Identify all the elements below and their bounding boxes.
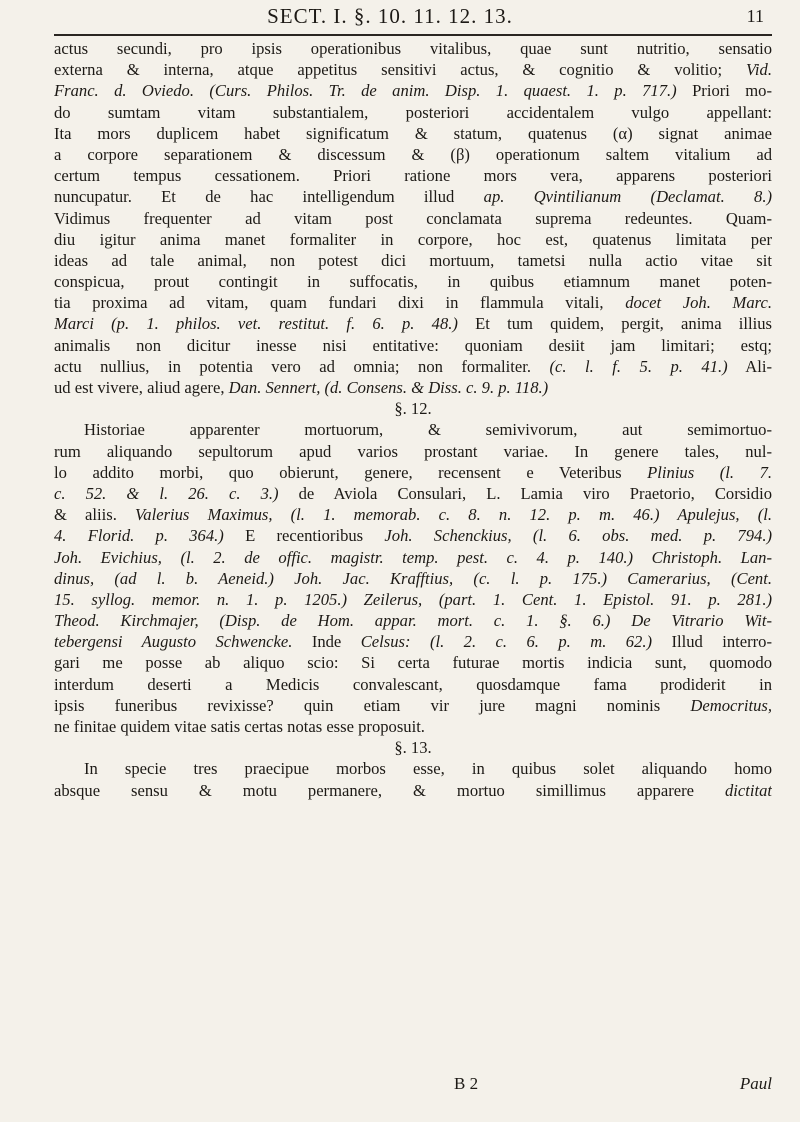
running-head: SECT. I. §. 10. 11. 12. 13.: [267, 4, 513, 28]
text-line: [54, 441, 772, 462]
text-segment: E recentioribus: [223, 526, 385, 546]
text-segment: a corpore separationem & discessum & (β) operationum saltem vitalium ad: [54, 144, 772, 164]
italic-text: docet Joh. Marc.: [625, 293, 772, 313]
italic-text: Vid.: [746, 60, 772, 80]
italic-text: Marci (p. 1. philos. vet. restitut. f. 6. p. 48.): [54, 314, 458, 334]
text-segment: §. 13.: [394, 738, 432, 758]
text-segment: Ali-: [727, 356, 772, 376]
text-line: [54, 80, 772, 101]
text-segment: ideas ad tale animal, non potest dici mortuum, tametsi nulla actio vitae sit: [54, 250, 772, 270]
text-line: [54, 758, 772, 779]
italic-text: Plinius (l. 7.: [647, 462, 772, 482]
italic-text: c. 52. & l. 26. c. 3.): [54, 483, 279, 503]
text-line: [54, 589, 772, 610]
text-segment: rum aliquando sepultorum apud varios prostant variae. In genere tales, nul-: [54, 441, 772, 461]
text-segment: & aliis.: [54, 505, 135, 525]
text-segment: absque sensu & motu permanere, & mortuo simillimus apparere: [54, 780, 725, 800]
section-heading: [54, 398, 772, 419]
text-segment: gari me posse ab aliquo scio: Si certa futurae mortis indicia sunt, quomodo: [54, 653, 772, 673]
text-segment: actu nullius, in potentia vero ad omnia; non formaliter.: [54, 356, 550, 376]
text-segment: actus secundi, pro ipsis operationibus vitalibus, quae sunt nutritio, sensatio: [54, 39, 772, 58]
text-segment: lo addito morbi, quo obierunt, genere, recensent e Veteribus: [54, 462, 648, 482]
text-line: [54, 165, 772, 186]
text-segment: ipsis funeribus revixisse? quin etiam vir jure magni nominis: [54, 695, 691, 715]
text-line: [54, 780, 772, 801]
text-line: [54, 610, 772, 631]
text-line: [54, 186, 772, 207]
text-line: [54, 695, 772, 716]
text-line: [54, 250, 772, 271]
italic-text: (c. l. f. 5. p. 41.): [549, 356, 728, 376]
text-segment: §. 12.: [394, 399, 432, 419]
italic-text: Joh. Evichius, (l. 2. de offic. magistr. temp. pest. c. 4. p. 140.) Christoph. Lan-: [54, 547, 772, 567]
italic-text: Democritus,: [690, 695, 772, 715]
text-segment: do sumtam vitam substantialem, posteriori accidentalem vulgo appellant:: [54, 102, 772, 122]
text-line: [54, 313, 772, 334]
italic-text: Valerius Maximus, (l. 1. memorab. c. 8. n. 12. p. m. 46.) Apulejus, (l.: [135, 505, 772, 525]
section-heading: [54, 737, 772, 758]
italic-text: Dan. Sennert, (d. Consens. & Diss. c. 9. p. 118.): [228, 378, 549, 397]
signature-mark: B 2: [454, 1074, 479, 1093]
page-footer: [54, 1074, 772, 1096]
text-line: [54, 292, 772, 313]
text-line: [54, 716, 772, 737]
italic-text: dictitat: [724, 780, 772, 800]
text-segment: de Aviola Consulari, L. Lamia viro Praetorio, Corsidio: [278, 483, 772, 503]
italic-text: Franc. d. Oviedo. (Curs. Philos. Tr. de anim. Disp. 1. quaest. 1. p. 717.): [54, 81, 677, 101]
text-segment: conspicua, prout contingit in suffocatis, in quibus etiamnum manet poten-: [54, 272, 772, 292]
page-header: [0, 4, 800, 34]
text-line: [54, 377, 772, 398]
page-number: 11: [746, 6, 764, 26]
italic-text: Theod. Kirchmajer, (Disp. de Hom. appar. mort. c. 1. §. 6.) De Vitrario Wit-: [54, 611, 772, 631]
italic-text: ap. Qvintilianum (Declamat. 8.): [483, 187, 772, 207]
text-segment: Ita mors duplicem habet significatum & statum, quatenus (α) signat animae: [54, 123, 772, 143]
italic-text: tebergensi Augusto Schwencke.: [54, 632, 293, 652]
text-segment: externa & interna, atque appetitus sensitivi actus, & cognitio & volitio;: [54, 60, 747, 80]
text-line: [54, 525, 772, 546]
text-line: [54, 144, 772, 165]
text-segment: ne finitae quidem vitae satis certas notas esse proposuit.: [54, 717, 425, 736]
text-segment: Historiae apparenter mortuorum, & semivivorum, aut semimortuo-: [84, 420, 772, 440]
text-line: [54, 547, 772, 568]
text-segment: Vidimus frequenter ad vitam post conclamata suprema redeuntes. Quam-: [54, 208, 772, 228]
header-rule: [54, 34, 772, 36]
text-segment: interdum deserti a Medicis convalescant, quosdamque fama prodiderit in: [54, 674, 772, 694]
text-line: [54, 419, 772, 440]
text-segment: In specie tres praecipue morbos esse, in quibus solet aliquando homo: [84, 759, 772, 779]
italic-text: 4. Florid. p. 364.): [54, 526, 224, 546]
text-line: [54, 652, 772, 673]
text-line: [54, 208, 772, 229]
text-segment: Priori mo-: [676, 81, 772, 101]
text-line: [54, 123, 772, 144]
text-segment: Inde: [292, 632, 361, 652]
text-line: [54, 674, 772, 695]
text-line: [54, 271, 772, 292]
text-line: [54, 568, 772, 589]
text-line: [54, 631, 772, 652]
text-segment: Et tum quidem, pergit, anima illius: [457, 314, 772, 334]
text-line: [54, 229, 772, 250]
catchword: Paul: [739, 1074, 772, 1093]
text-line: [54, 462, 772, 483]
text-segment: diu igitur anima manet formaliter in corpore, hoc est, quatenus limitata per: [54, 229, 772, 249]
text-segment: nuncupatur. Et de hac intelligendum illud: [54, 187, 484, 207]
italic-text: 15. syllog. memor. n. 1. p. 1205.) Zeilerus, (part. 1. Cent. 1. Epistol. 91. p. 281.): [54, 589, 772, 609]
text-body: [54, 38, 772, 801]
text-line: [54, 483, 772, 504]
text-line: [54, 38, 772, 59]
text-segment: animalis non dicitur inesse nisi entitative: quoniam desiit jam limitari; estq;: [54, 335, 772, 355]
text-segment: certum tempus cessationem. Priori ratione mors vera, apparens posteriori: [54, 166, 772, 186]
text-line: [54, 102, 772, 123]
italic-text: dinus, (ad l. b. Aeneid.) Joh. Jac. Krafftius, (c. l. p. 175.) Camerarius, (Cent.: [54, 568, 772, 588]
italic-text: Celsus: (l. 2. c. 6. p. m. 62.): [360, 632, 653, 652]
italic-text: Joh. Schenckius, (l. 6. obs. med. p. 794.): [384, 526, 772, 546]
text-line: [54, 59, 772, 80]
text-line: [54, 504, 772, 525]
text-segment: Illud interro-: [652, 632, 772, 652]
text-segment: ud est vivere, aliud agere,: [54, 378, 229, 397]
text-line: [54, 356, 772, 377]
text-segment: tia proxima ad vitam, quam fundari dixi in flammula vitali,: [54, 293, 626, 313]
text-line: [54, 335, 772, 356]
